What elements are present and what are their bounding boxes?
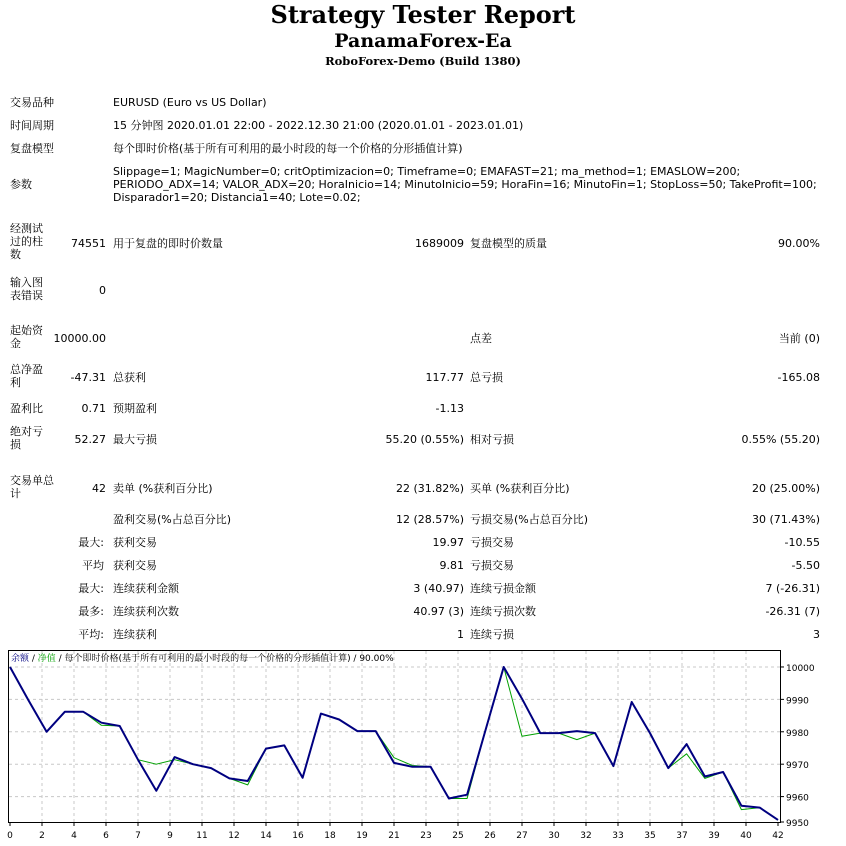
y-tick-label: 9980 bbox=[786, 728, 809, 739]
errors-value: 0 bbox=[99, 284, 106, 297]
loss-trades-value: 30 (71.43%) bbox=[751, 513, 820, 526]
x-tick-label: 32 bbox=[580, 831, 592, 841]
x-tick-label: 18 bbox=[324, 831, 336, 841]
average-profit-label: 获利交易 bbox=[113, 559, 157, 572]
x-tick-label: 21 bbox=[388, 831, 400, 841]
profit-factor-value: 0.71 bbox=[81, 402, 106, 415]
spread-label: 点差 bbox=[470, 332, 492, 345]
long-positions-value: 20 (25.00%) bbox=[751, 482, 820, 495]
max-consecutive-wins-label: 连续获利金额 bbox=[113, 582, 179, 595]
maximal-drawdown-value: 55.20 (0.55%) bbox=[385, 433, 464, 446]
max-consecutive-losses-label: 连续亏损金额 bbox=[470, 582, 536, 595]
legend-balance: 余额 bbox=[11, 654, 30, 664]
net-profit-label: 总净盈利 bbox=[10, 363, 43, 389]
legend-model: / 每个即时价格(基于所有可利用的最小时段的每一个价格的分形插值计算) / 90.00% bbox=[55, 654, 394, 664]
x-tick-label: 27 bbox=[516, 831, 528, 841]
gross-loss-value: -165.08 bbox=[777, 371, 820, 384]
deposit-value: 10000.00 bbox=[53, 332, 106, 345]
y-tick-label: 9970 bbox=[786, 761, 809, 772]
quality-label: 复盘模型的质量 bbox=[470, 237, 547, 250]
relative-drawdown-label: 相对亏损 bbox=[470, 433, 514, 446]
x-tick-label: 40 bbox=[740, 831, 752, 841]
spread-value: 当前 (0) bbox=[778, 332, 820, 345]
x-tick-label: 26 bbox=[484, 831, 496, 841]
balance-chart bbox=[8, 650, 844, 846]
gross-loss-label: 总亏损 bbox=[470, 371, 503, 384]
x-tick-label: 30 bbox=[548, 831, 560, 841]
short-positions-value: 22 (31.82%) bbox=[395, 482, 464, 495]
max-consecutive-wins-value: 3 (40.97) bbox=[413, 582, 464, 595]
largest-profit-value: 19.97 bbox=[432, 536, 464, 549]
average-label: 平均 bbox=[82, 559, 104, 572]
average-consecutive-losses-label: 连续亏损 bbox=[470, 628, 514, 641]
max-consecutive-losses-value: 7 (-26.31) bbox=[765, 582, 820, 595]
x-tick-label: 6 bbox=[103, 831, 109, 841]
average-loss-value: -5.50 bbox=[791, 559, 820, 572]
period-value: 15 分钟图 2020.01.01 22:00 - 2022.12.30 21:00 (2020.01.01 - 2023.01.01) bbox=[113, 119, 524, 132]
expert-name: PanamaForex-Ea bbox=[334, 30, 512, 52]
long-positions-label: 买单 (%获利百分比) bbox=[470, 482, 570, 495]
period-label: 时间周期 bbox=[10, 119, 54, 132]
x-tick-label: 39 bbox=[708, 831, 720, 841]
bars-value: 74551 bbox=[71, 237, 106, 250]
average-profit-value: 9.81 bbox=[439, 559, 464, 572]
largest-profit-label: 获利交易 bbox=[113, 536, 157, 549]
relative-drawdown-value: 0.55% (55.20) bbox=[741, 433, 820, 446]
maximal-consecutive-wins-value: 40.97 (3) bbox=[413, 605, 464, 618]
y-tick-label: 9950 bbox=[786, 819, 809, 829]
x-tick-label: 2 bbox=[39, 831, 45, 841]
x-tick-label: 12 bbox=[228, 831, 240, 841]
maximal-consecutive-wins-label: 连续获利次数 bbox=[113, 605, 179, 618]
profit-trades-value: 12 (28.57%) bbox=[395, 513, 464, 526]
max-consecutive-label: 最大: bbox=[78, 582, 104, 595]
maximal-drawdown-label: 最大亏损 bbox=[113, 433, 157, 446]
ticks-value: 1689009 bbox=[415, 237, 464, 250]
x-tick-label: 16 bbox=[292, 831, 304, 841]
gross-profit-value: 117.77 bbox=[425, 371, 464, 384]
balance-chart-svg bbox=[8, 650, 844, 846]
x-tick-label: 25 bbox=[452, 831, 464, 841]
average-consecutive-losses-value: 3 bbox=[813, 628, 820, 641]
y-tick-label: 9960 bbox=[786, 793, 809, 804]
x-tick-label: 9 bbox=[167, 831, 173, 841]
x-tick-label: 19 bbox=[356, 831, 368, 841]
x-axis-ticks bbox=[7, 822, 784, 841]
x-tick-label: 11 bbox=[196, 831, 208, 841]
bars-label: 经测试过的柱数 bbox=[10, 222, 43, 261]
model-value: 每个即时价格(基于所有可利用的最小时段的每一个价格的分形插值计算) bbox=[113, 142, 463, 155]
average-consecutive-wins-label: 连续获利 bbox=[113, 628, 157, 641]
ticks-label: 用于复盘的即时价数量 bbox=[113, 237, 223, 250]
maximal-consecutive-losses-label: 连续亏损次数 bbox=[470, 605, 536, 618]
params-label: 参数 bbox=[10, 178, 32, 191]
x-tick-label: 14 bbox=[260, 831, 272, 841]
x-tick-label: 42 bbox=[772, 831, 784, 841]
report-title: Strategy Tester Report bbox=[270, 0, 576, 29]
profit-factor-label: 盈利比 bbox=[10, 402, 43, 415]
average-loss-label: 亏损交易 bbox=[470, 559, 514, 572]
legend-sep: / bbox=[29, 654, 38, 664]
maximal-consecutive-label: 最多: bbox=[78, 605, 104, 618]
y-axis-ticks bbox=[780, 664, 815, 829]
x-tick-label: 33 bbox=[612, 831, 624, 841]
errors-label: 输入图表错误 bbox=[10, 276, 43, 302]
server-build: RoboForex-Demo (Build 1380) bbox=[325, 54, 521, 68]
x-tick-label: 37 bbox=[676, 831, 688, 841]
deposit-label: 起始资金 bbox=[10, 324, 43, 350]
absolute-drawdown-label: 绝对亏损 bbox=[10, 425, 43, 451]
x-tick-label: 0 bbox=[7, 831, 13, 841]
y-tick-label: 10000 bbox=[786, 663, 815, 674]
x-tick-label: 23 bbox=[420, 831, 432, 841]
total-trades-value: 42 bbox=[92, 482, 106, 495]
average-consecutive-label: 平均: bbox=[78, 628, 104, 641]
expected-payoff-label: 预期盈利 bbox=[113, 402, 157, 415]
maximal-consecutive-losses-value: -26.31 (7) bbox=[765, 605, 820, 618]
net-profit-value: -47.31 bbox=[70, 371, 106, 384]
profit-trades-label: 盈利交易(%占总百分比) bbox=[113, 513, 232, 526]
model-label: 复盘模型 bbox=[10, 142, 54, 155]
average-consecutive-wins-value: 1 bbox=[457, 628, 464, 641]
short-positions-label: 卖单 (%获利百分比) bbox=[113, 482, 213, 495]
gross-profit-label: 总获利 bbox=[113, 371, 146, 384]
largest-label: 最大: bbox=[78, 536, 104, 549]
largest-loss-value: -10.55 bbox=[784, 536, 820, 549]
legend-equity: 净值 bbox=[37, 654, 56, 664]
total-trades-label: 交易单总计 bbox=[10, 474, 54, 500]
y-tick-label: 9990 bbox=[786, 696, 809, 707]
x-tick-label: 7 bbox=[135, 831, 141, 841]
symbol-label: 交易品种 bbox=[10, 96, 54, 109]
x-tick-label: 4 bbox=[71, 831, 77, 841]
symbol-value: EURUSD (Euro vs US Dollar) bbox=[113, 96, 267, 109]
x-tick-label: 35 bbox=[644, 831, 656, 841]
largest-loss-label: 亏损交易 bbox=[470, 536, 514, 549]
chart-legend bbox=[11, 652, 394, 664]
params-value: Slippage=1; MagicNumber=0; critOptimizacion=0; Timeframe=0; EMAFAST=21; ma_method=1; EMASLOW=200; PERIODO_ADX=14; VALOR_ADX=20; HoraInicio=14; MinutoInicio=59; HoraFin=16; MinutoFin=1; StopLoss=50; TakeProfit=100; Disparador1=20; Distancia1=40; Lote=0.02; bbox=[113, 165, 817, 204]
expected-payoff-value: -1.13 bbox=[435, 402, 464, 415]
quality-value: 90.00% bbox=[778, 237, 820, 250]
loss-trades-label: 亏损交易(%占总百分比) bbox=[470, 513, 589, 526]
absolute-drawdown-value: 52.27 bbox=[74, 433, 106, 446]
